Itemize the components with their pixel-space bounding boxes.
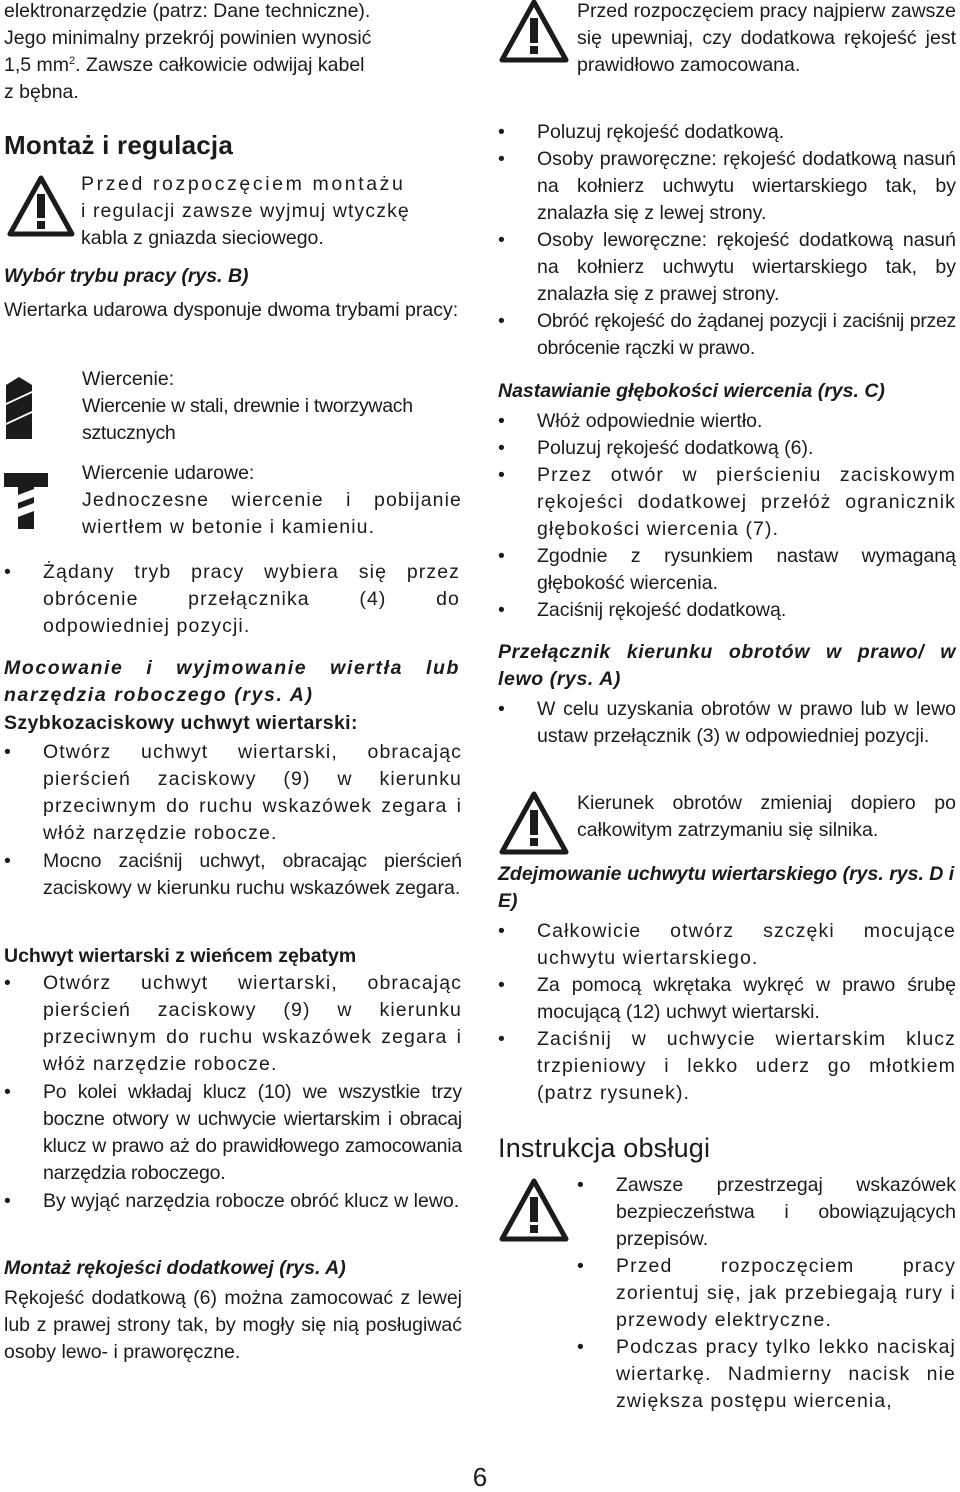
intro-text [4,0,464,106]
list-item: • Osoby leworęczne: rękojeść dodatkową nasuń na kołnierz uchwytu wiertarskiego tak, by znalazła się z prawej strony. [498,227,956,308]
top-warning [498,0,956,79]
list-item: • Podczas pracy tylko lekko naciskaj wiertarkę. Nadmierny nacisk nie zwiększa postępu wiercenia, [577,1334,956,1415]
section-title-obsluga: Instrukcja obsługi [498,1133,711,1163]
montaz-warning-line-1: Przed rozpoczęciem montażu [81,173,406,195]
rekojesc-bullets [498,119,956,362]
drill-bit-icon [4,377,34,439]
list-item: • Za pomocą wkrętaka wykręć w prawo śrubę mocującą (12) uchwyt wiertarski. [498,972,956,1026]
list-item: • Zgodnie z rysunkiem nastaw wymaganą głębokość wiercenia. [498,543,956,597]
list-item: • Obróć rękojeść do żądanej pozycji i zaciśnij przez obrócenie rączki w prawo. [498,308,956,362]
list-item: • Całkowicie otwórz szczęki mocujące uchwytu wiertarskiego. [498,918,956,972]
mode-drilling-desc: Wiercenie w stali, drewnie i tworzywach sztucznych [82,395,413,444]
section-title-kierunek: Przełącznik kierunku obrotów w prawo/ w lewo (rys. A) [498,641,956,690]
tryb-bullets [4,559,460,640]
wieniec-bullets [4,970,462,1215]
kierunek-bullets [498,696,956,750]
list-item: • By wyjąć narzędzia robocze obróć klucz w lewo. [4,1188,462,1215]
montaz-warning-line-3: kabla z gniazda sieciowego. [81,227,324,249]
warning-triangle-icon [498,790,570,856]
section-title-wieniec: Uchwyt wiertarski z wieńcem zębatym [4,945,357,967]
warning-triangle-icon [498,1177,570,1243]
list-item: • Otwórz uchwyt wiertarski, obracając pierścień zaciskowy (9) w kierunku przeciwnym do ruchu wskazówek zegara i włóż narzędzie robocze. [4,970,462,1078]
intro-line-3: 1,5 $mm^2$. Zawsze całkowicie odwijaj kabel [4,54,365,76]
page-number: 6 [472,1462,488,1492]
list-item: • Żądany tryb pracy wybiera się przez obrócenie przełącznika (4) do odpowiedniej pozycji. [4,559,460,640]
section-title-szybko: Szybkozaciskowy uchwyt wiertarski: [4,712,358,734]
list-item: • Poluzuj rękojeść dodatkową. [498,119,956,146]
warning-triangle-icon [6,174,76,238]
section-title-zdejmowanie: Zdejmowanie uchwytu wiertarskiego (rys. rys. D i E) [498,863,955,912]
obsluga-bullets [577,1172,956,1415]
warning-triangle-icon [498,0,570,64]
glebokosc-bullets [498,408,956,624]
intro-line-4: z bębna. [4,81,79,103]
list-item: • Otwórz uchwyt wiertarski, obracając pierścień zaciskowy (9) w kierunku przeciwnym do ruchu wskazówek zegara i włóż narzędzie robocze. [4,739,462,847]
rekojesc-description: Rękojeść dodatkową (6) można zamocować z lewej lub z prawej strony tak, by mogły się nią posługiwać osoby lewo- i praworęczne. [4,1287,462,1363]
section-title-mocowanie: Mocowanie i wyjmowanie wiertła lub narzędzia roboczego (rys. A) [4,657,460,706]
section-title-tryb: Wybór trybu pracy (rys. B) [4,265,249,287]
list-item: • Osoby praworęczne: rękojeść dodatkową nasuń na kołnierz uchwytu wiertarskiego tak, by znalazła się z lewej strony. [498,146,956,227]
list-item: • W celu uzyskania obrotów w prawo lub w lewo ustaw przełącznik (3) w odpowiedniej pozycji. [498,696,956,750]
section-title-glebokosc: Nastawianie głębokości wiercenia (rys. C) [498,380,885,402]
list-item: • Mocno zaciśnij uchwyt, obracając pierścień zaciskowy w kierunku ruchu wskazówek zegara. [4,848,462,902]
mode-hammer-title: Wiercenie udarowe: [82,462,255,484]
list-item: • Poluzuj rękojeść dodatkową (6). [498,435,956,462]
section-title-rekojesc: Montaż rękojeści dodatkowej (rys. A) [4,1257,346,1279]
tryb-description: Wiertarka udarowa dysponuje dwoma trybami pracy: [4,299,459,321]
list-item: • Zaciśnij rękojeść dodatkową. [498,597,956,624]
list-item: • Włóż odpowiednie wiertło. [498,408,956,435]
kierunek-warning-text: Kierunek obrotów zmieniaj dopiero po całkowitym zatrzymaniu się silnika. [577,792,956,841]
top-warning-text: Przed rozpoczęciem pracy najpierw zawsze się upewniaj, czy dodatkowa rękojeść jest prawidłowo zamocowana. [577,0,956,76]
mode-hammer-drilling [4,460,464,541]
list-item: • Przez otwór w pierścieniu zaciskowym rękojeści dodatkowej przełóż ogranicznik głębokości wiercenia (7). [498,462,956,543]
list-item: • Zaciśnij w uchwycie wiertarskim klucz trzpieniowy i lekko uderz go młotkiem (patrz rysunek). [498,1026,956,1107]
kierunek-warning [498,790,956,856]
list-item: • Po kolei wkładaj klucz (10) we wszystkie trzy boczne otwory w uchwycie wiertarskim i obracaj klucz w prawo aż do prawidłowego zamocowania narzędzia roboczego. [4,1079,462,1187]
mode-drilling [4,366,464,447]
mode-hammer-desc: Jednoczesne wiercenie i pobijanie wiertłem w betonie i kamieniu. [82,489,462,538]
intro-line-1: elektronarzędzie (patrz: Dane techniczne). [4,0,371,22]
mode-drilling-title: Wiercenie: [82,368,175,390]
intro-line-2: Jego minimalny przekrój powinien wynosić [4,27,372,49]
zdejm-bullets [498,918,956,1107]
montaz-warning [6,171,464,252]
list-item: • Zawsze przestrzegaj wskazówek bezpieczeństwa i obowiązujących przepisów. [577,1172,956,1253]
list-item: • Przed rozpoczęciem pracy zorientuj się, jak przebiegają rury i przewody elektryczne. [577,1253,956,1334]
section-title-montaz: Montaż i regulacja [4,130,233,160]
szybko-bullets [4,739,462,902]
montaz-warning-line-2: i regulacji zawsze wyjmuj wtyczkę [81,200,410,222]
hammer-drill-icon [4,465,48,529]
